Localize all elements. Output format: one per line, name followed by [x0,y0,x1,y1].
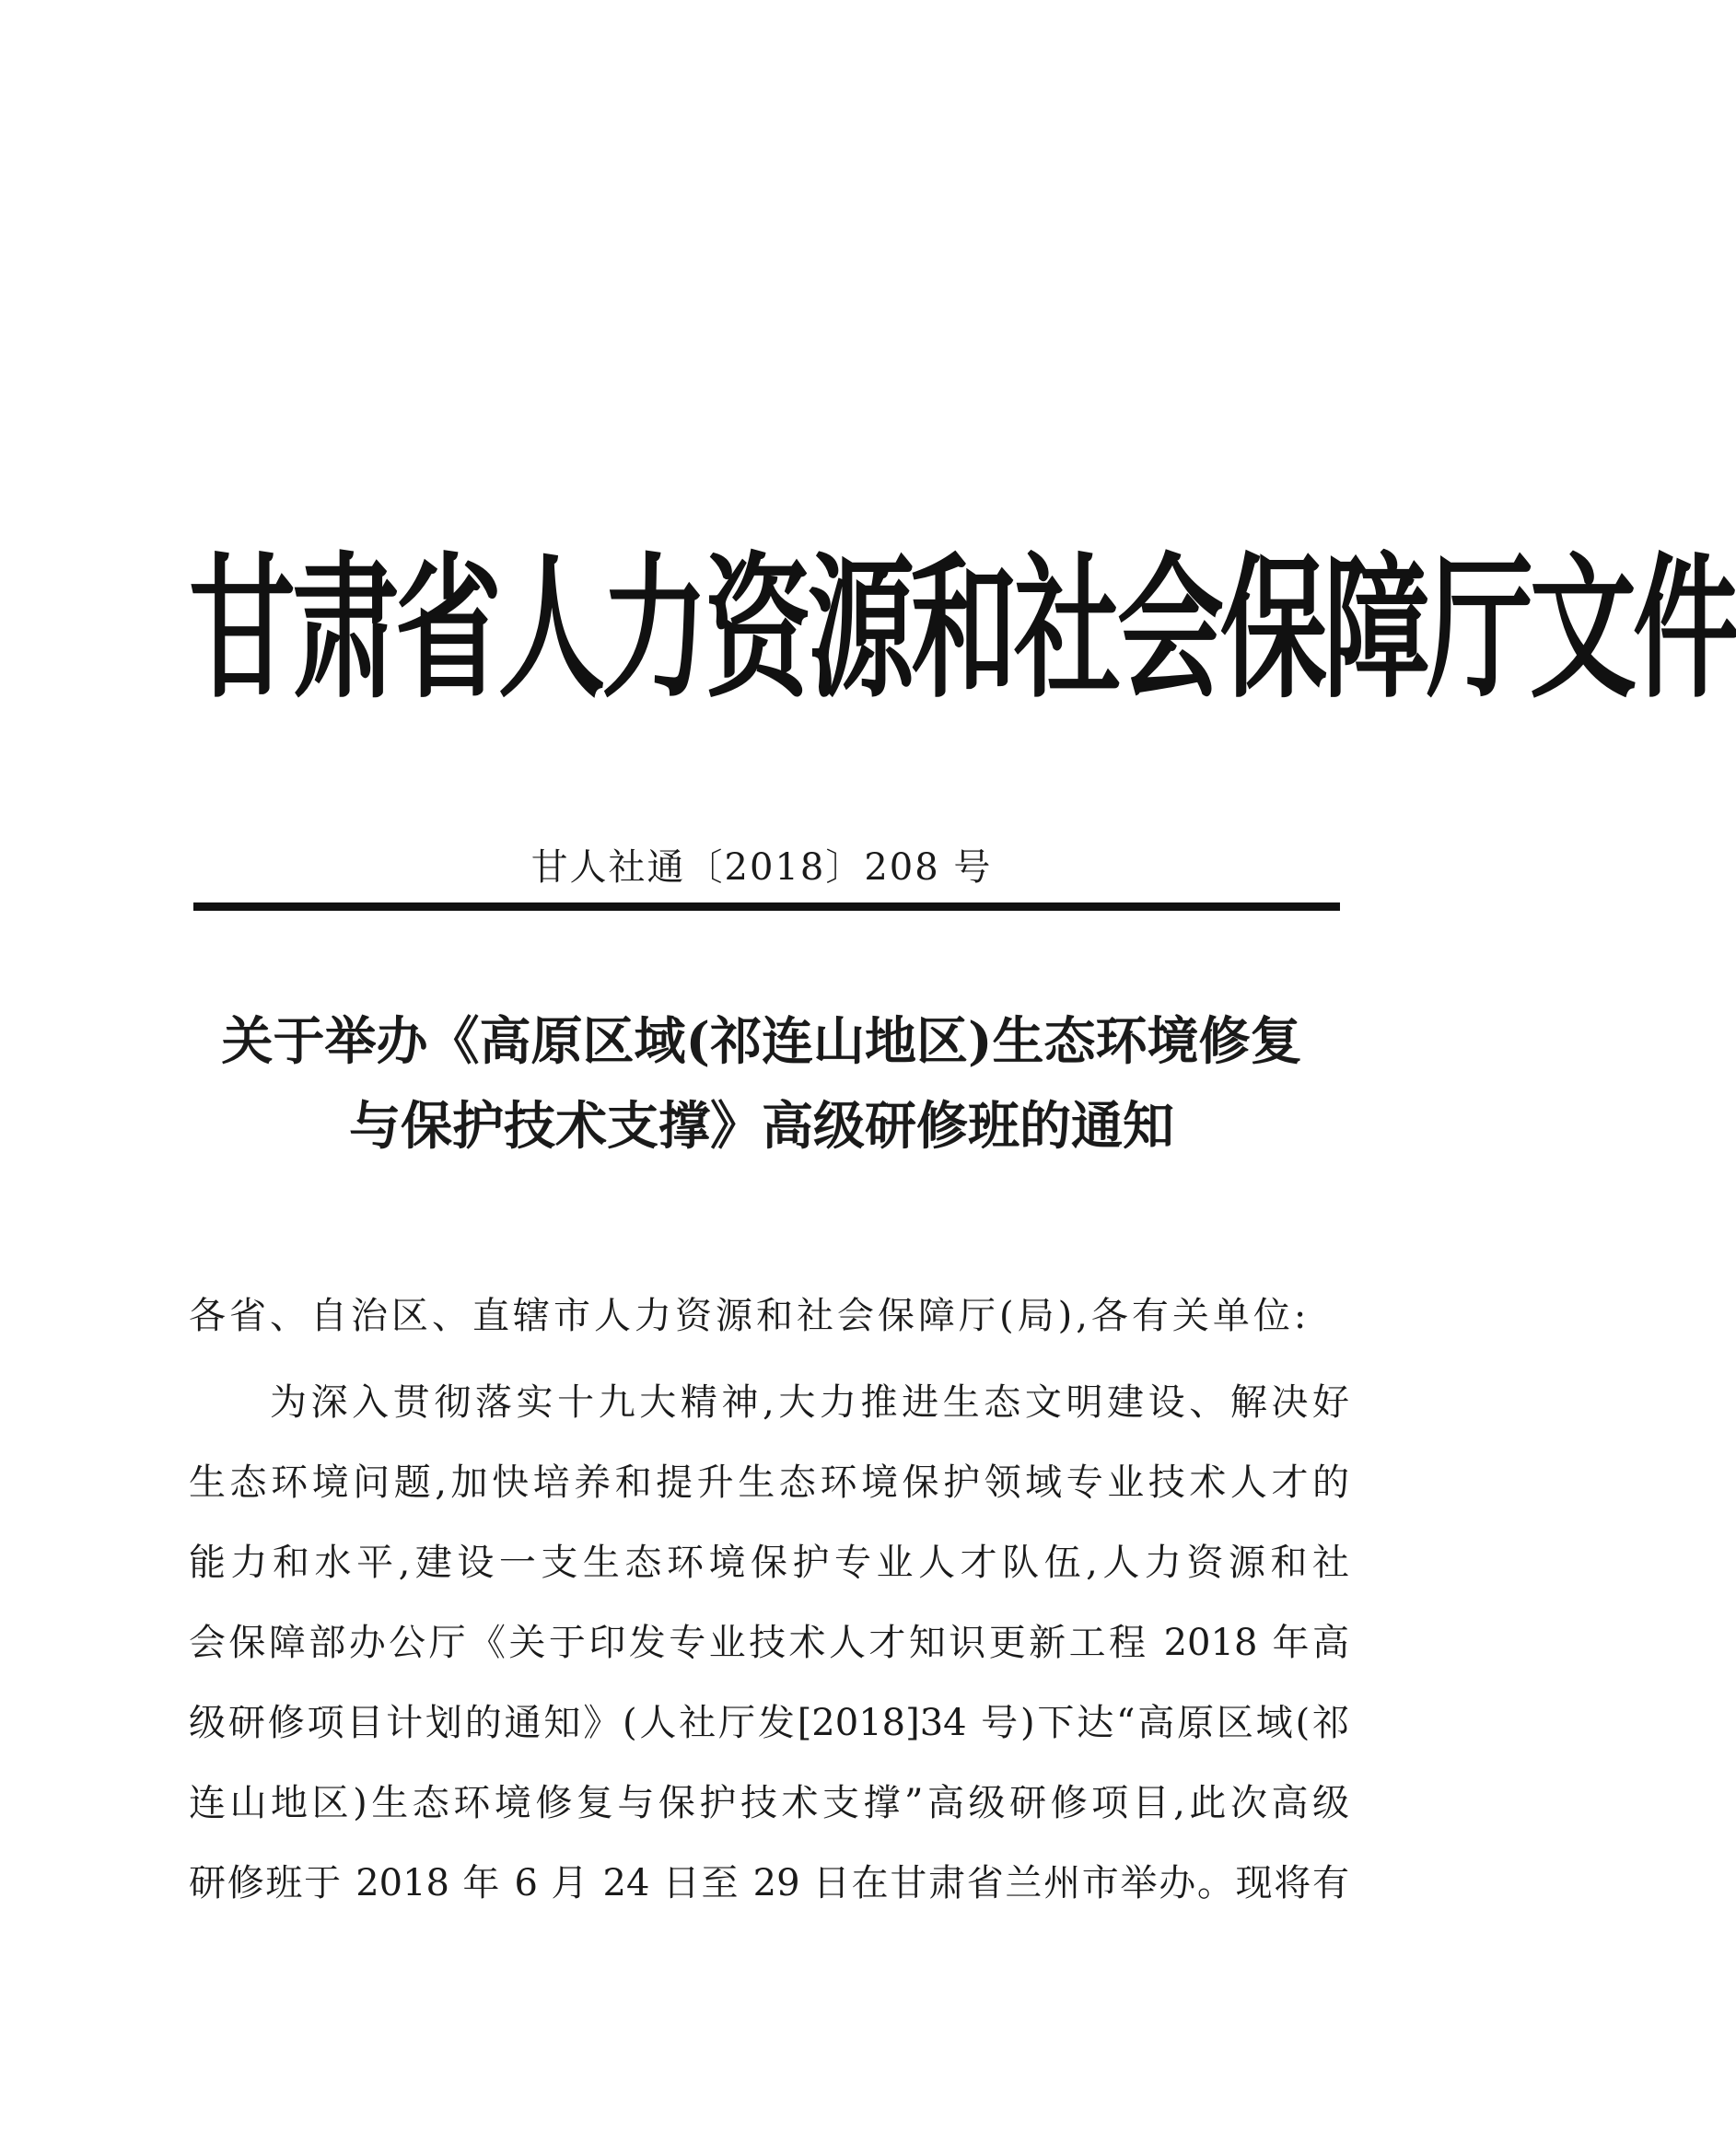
body-line: 级研修项目计划的通知》(人社厅发[2018]34 号)下达“高原区域(祁 [189,1702,1349,1744]
body-paragraph [189,1363,1349,1924]
document-number: 甘人社通〔2018〕208 号 [530,846,993,889]
body-line: 连山地区)生态环境修复与保护技术支撑”高级研修项目,此次高级 [189,1782,1349,1824]
body-line: 能力和水平,建设一支生态环境保护专业人才队伍,人力资源和社 [189,1542,1349,1584]
body-line: 研修班于 2018 年 6 月 24 日至 29 日在甘肃省兰州市举办。现将有 [189,1862,1349,1904]
header-divider [193,902,1340,911]
body-line: 生态环境问题,加快培养和提升生态环境保护领域专业技术人才的 [189,1461,1349,1504]
body-line: 会保障部办公厅《关于印发专业技术人才知识更新工程 2018 年高 [189,1622,1349,1664]
issuer-title: 甘肃省人力资源和社会保障厅文件 [189,538,1736,720]
notice-title [166,999,1357,1169]
body-line: 为深入贯彻落实十九大精神,大力推进生态文明建设、解决好 [270,1381,1349,1424]
notice-title-line: 与保护技术支撑》高级研修班的通知 [349,1096,1174,1157]
notice-title-line: 关于举办《高原区域(祁连山地区)生态环境修复 [221,1011,1302,1072]
salutation: 各省、自治区、直辖市人力资源和社会保障厅(局),各有关单位: [189,1295,1311,1337]
